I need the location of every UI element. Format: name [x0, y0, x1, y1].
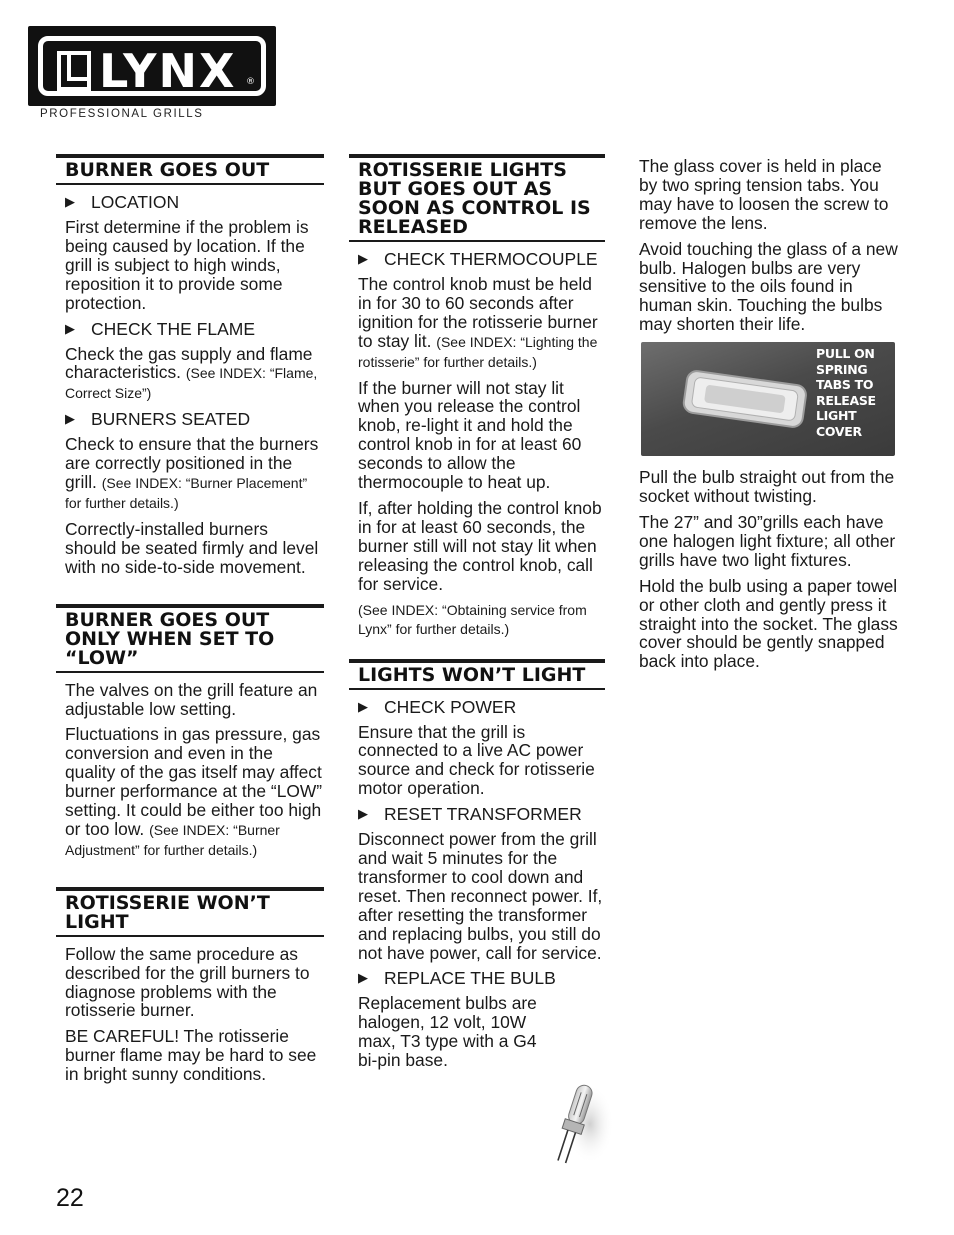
paragraph: The valves on the grill feature an adjustable low setting. — [65, 679, 318, 719]
halogen-bulb-icon — [546, 1078, 614, 1170]
bullet-label: LOCATION — [91, 192, 180, 212]
photo-caption: PULL ON SPRING TABS TO RELEASE LIGHT COVER — [816, 346, 876, 439]
bullet-label: CHECK THERMOCOUPLE — [384, 249, 598, 269]
bullet-label: RESET TRANSFORMER — [384, 804, 582, 825]
section-heading: LIGHTS WON’T LIGHT — [349, 659, 605, 690]
index-reference: (See INDEX: “Lighting the rotisserie” for further details.) — [358, 333, 598, 370]
triangle-right-icon: ▶ — [65, 320, 75, 336]
paragraph: Disconnect power from the grill and wait 5 minutes for the transformer to cool down and reset. Then reconnect power. If, after resetting the transformer and replacing bulbs, you still do not have power, call for service. — [358, 829, 603, 963]
paragraph-text: The control knob must be held in for 30 to 60 seconds after ignition for the rotisserie burner to stay lit. — [358, 274, 598, 351]
paragraph — [358, 275, 605, 372]
paragraph-text: Check the gas supply and flame characteristics. — [65, 343, 313, 383]
paragraph: Ensure that the grill is connected to a live AC power source and check for rotisserie motor operation. — [358, 721, 595, 799]
section-heading: ROTISSERIE LIGHTS BUT GOES OUT AS SOON AS CONTROL IS RELEASED — [349, 154, 605, 242]
column-1 — [56, 154, 324, 1091]
page-number: 22 — [56, 1184, 84, 1212]
column-3 — [639, 157, 901, 678]
paragraph: If the burner will not stay lit when you release the control knob, re-light it and hold the control knob in for at least 60 seconds to allow the thermocouple to heat up. — [358, 377, 582, 493]
section-heading: BURNER GOES OUT — [56, 154, 324, 185]
light-cover-photo — [641, 342, 895, 456]
paragraph — [65, 725, 324, 859]
paragraph: Hold the bulb using a paper towel or other cloth and gently press it straight into the socket. The glass cover should be gently snapped back into place. — [639, 575, 898, 672]
bullet-item — [65, 193, 324, 211]
paragraph: The 27” and 30”grills each have one halogen light fixture; all other grills have two light fixtures. — [639, 511, 896, 570]
paragraph — [65, 345, 324, 404]
section-heading: BURNER GOES OUT ONLY WHEN SET TO “LOW” — [56, 604, 324, 673]
paragraph: The glass cover is held in place by two spring tension tabs. You may have to loosen the screw to remove the lens. — [639, 156, 889, 233]
section-heading: ROTISSERIE WON’T LIGHT — [56, 887, 324, 937]
triangle-right-icon: ▶ — [65, 411, 75, 427]
lynx-logo — [28, 26, 276, 106]
paragraph: Replacement bulbs are halogen, 12 volt, 10W max, T3 type with a G4 bi-pin base. — [358, 993, 537, 1071]
bullet-item — [358, 805, 605, 823]
index-reference: (See INDEX: “Burner Placement” for further details.) — [65, 475, 308, 511]
triangle-right-icon: ▶ — [358, 251, 368, 266]
bullet-item — [65, 410, 324, 428]
bullet-label: CHECK THE FLAME — [91, 318, 256, 339]
bullet-label: BURNERS SEATED — [91, 409, 251, 430]
paragraph: If, after holding the control knob in for at least 60 seconds, the burner still will not stay lit when releasing the control knob, call for service. — [358, 497, 602, 594]
bullet-item — [358, 698, 605, 716]
column-2 — [349, 154, 605, 1077]
paragraph: Pull the bulb straight out from the socket without twisting. — [639, 467, 895, 507]
bullet-label: CHECK POWER — [384, 696, 517, 717]
paragraph — [65, 435, 324, 513]
logo-frame — [38, 36, 266, 96]
triangle-right-icon: ▶ — [358, 970, 368, 986]
index-reference: (See INDEX: “Burner Adjustment” for further details.) — [65, 821, 280, 858]
bullet-item — [358, 969, 605, 987]
registered-mark: ® — [246, 77, 255, 87]
lynx-logo-icon — [57, 51, 91, 91]
paragraph-text: Fluctuations in gas pressure, gas conversion and even in the quality of the gas itself may affect burner performance at the “LOW” setting. It could be either too high or too low. — [65, 724, 323, 839]
triangle-right-icon: ▶ — [358, 698, 368, 714]
brand-name: LYNX — [99, 44, 237, 98]
light-cover-lens-icon — [679, 368, 811, 428]
triangle-right-icon: ▶ — [65, 194, 75, 209]
bullet-item — [358, 250, 605, 268]
paragraph: Follow the same procedure as described for the grill burners to diagnose problems with the rotisserie burner. — [65, 943, 310, 1021]
paragraph: First determine if the problem is being caused by location. If the grill is subject to high winds, reposition it to provide some protection. — [65, 217, 309, 313]
index-reference: (See INDEX: “Obtaining service from Lynx” for further details.) — [358, 601, 587, 637]
paragraph: BE CAREFUL! The rotisserie burner flame may be hard to see in bright sunny conditions. — [65, 1026, 317, 1085]
bullet-label: REPLACE THE BULB — [384, 968, 556, 989]
paragraph-text: Check to ensure that the burners are correctly positioned in the grill. — [65, 434, 319, 493]
index-reference: (See INDEX: “Flame, Correct Size”) — [65, 365, 318, 402]
brand-subtitle: PROFESSIONAL GRILLS — [40, 108, 204, 120]
triangle-right-icon: ▶ — [358, 806, 368, 822]
paragraph: Avoid touching the glass of a new bulb. Halogen bulbs are very sensitive to the oils found in human skin. Touching the bulbs may shorten their life. — [639, 238, 898, 335]
bullet-item — [65, 320, 324, 338]
paragraph: Correctly-installed burners should be seated firmly and level with no side-to-side movement. — [65, 518, 319, 577]
